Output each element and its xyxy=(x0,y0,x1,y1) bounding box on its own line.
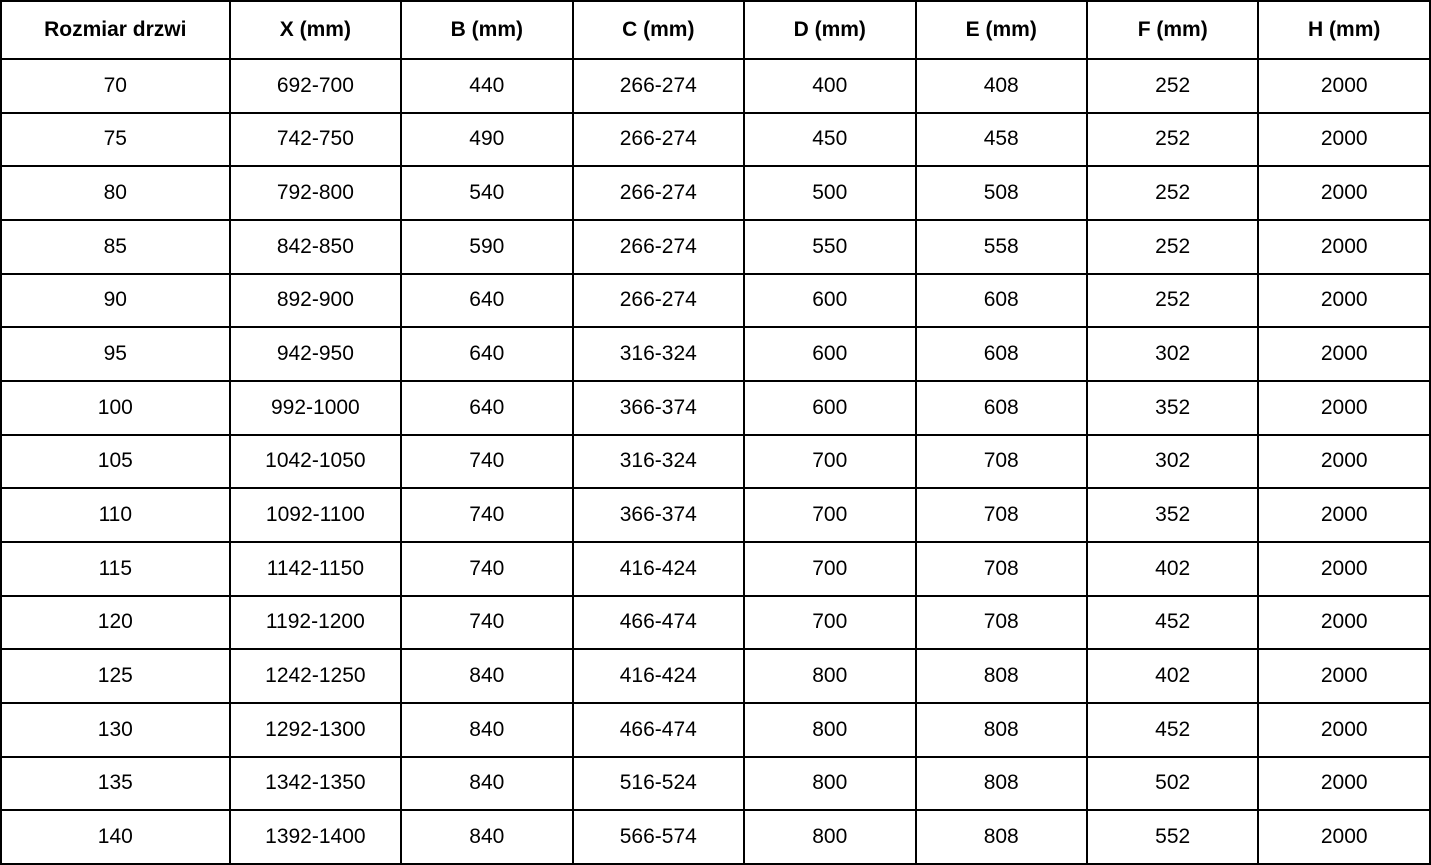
column-header: F (mm) xyxy=(1087,1,1258,59)
table-cell: 115 xyxy=(1,542,230,596)
table-cell: 740 xyxy=(401,435,572,489)
table-cell: 100 xyxy=(1,381,230,435)
table-row xyxy=(1,381,1430,435)
table-cell: 366-374 xyxy=(573,488,744,542)
table-cell: 600 xyxy=(744,327,915,381)
table-cell: 600 xyxy=(744,274,915,328)
table-cell: 2000 xyxy=(1258,488,1430,542)
table-row xyxy=(1,649,1430,703)
table-cell: 400 xyxy=(744,59,915,113)
table-cell: 2000 xyxy=(1258,220,1430,274)
table-cell: 550 xyxy=(744,220,915,274)
table-cell: 252 xyxy=(1087,113,1258,167)
table-cell: 740 xyxy=(401,542,572,596)
table-cell: 440 xyxy=(401,59,572,113)
table-cell: 558 xyxy=(916,220,1087,274)
table-cell: 808 xyxy=(916,757,1087,811)
table-cell: 130 xyxy=(1,703,230,757)
table-cell: 700 xyxy=(744,542,915,596)
table-cell: 135 xyxy=(1,757,230,811)
table-cell: 502 xyxy=(1087,757,1258,811)
table-cell: 316-324 xyxy=(573,327,744,381)
table-cell: 252 xyxy=(1087,166,1258,220)
table-cell: 1392-1400 xyxy=(230,810,401,864)
table-cell: 266-274 xyxy=(573,166,744,220)
table-cell: 402 xyxy=(1087,542,1258,596)
table-cell: 266-274 xyxy=(573,220,744,274)
table-cell: 640 xyxy=(401,274,572,328)
table-row xyxy=(1,542,1430,596)
table-cell: 105 xyxy=(1,435,230,489)
table-cell: 490 xyxy=(401,113,572,167)
table-cell: 408 xyxy=(916,59,1087,113)
table-cell: 2000 xyxy=(1258,703,1430,757)
table-cell: 808 xyxy=(916,810,1087,864)
table-cell: 840 xyxy=(401,757,572,811)
table-cell: 708 xyxy=(916,488,1087,542)
table-row xyxy=(1,596,1430,650)
table-cell: 692-700 xyxy=(230,59,401,113)
table-cell: 892-900 xyxy=(230,274,401,328)
table-row xyxy=(1,327,1430,381)
table-cell: 466-474 xyxy=(573,596,744,650)
table-cell: 840 xyxy=(401,810,572,864)
table-cell: 2000 xyxy=(1258,596,1430,650)
table-cell: 252 xyxy=(1087,220,1258,274)
table-cell: 2000 xyxy=(1258,435,1430,489)
table-cell: 992-1000 xyxy=(230,381,401,435)
table-cell: 90 xyxy=(1,274,230,328)
table-row xyxy=(1,757,1430,811)
table-cell: 700 xyxy=(744,435,915,489)
table-cell: 85 xyxy=(1,220,230,274)
table-header-row xyxy=(1,1,1430,59)
table-cell: 740 xyxy=(401,488,572,542)
table-cell: 120 xyxy=(1,596,230,650)
table-cell: 2000 xyxy=(1258,274,1430,328)
table-cell: 508 xyxy=(916,166,1087,220)
table-cell: 640 xyxy=(401,381,572,435)
table-cell: 140 xyxy=(1,810,230,864)
table-row xyxy=(1,703,1430,757)
table-cell: 2000 xyxy=(1258,649,1430,703)
table-cell: 2000 xyxy=(1258,327,1430,381)
column-header: X (mm) xyxy=(230,1,401,59)
table-cell: 800 xyxy=(744,757,915,811)
table-cell: 808 xyxy=(916,703,1087,757)
table-cell: 552 xyxy=(1087,810,1258,864)
table-cell: 266-274 xyxy=(573,274,744,328)
table-cell: 70 xyxy=(1,59,230,113)
table-cell: 740 xyxy=(401,596,572,650)
column-header: H (mm) xyxy=(1258,1,1430,59)
table-row xyxy=(1,435,1430,489)
table-cell: 2000 xyxy=(1258,810,1430,864)
table-cell: 1042-1050 xyxy=(230,435,401,489)
table-row xyxy=(1,274,1430,328)
table-cell: 466-474 xyxy=(573,703,744,757)
table-cell: 80 xyxy=(1,166,230,220)
table-cell: 540 xyxy=(401,166,572,220)
table-cell: 742-750 xyxy=(230,113,401,167)
table-cell: 266-274 xyxy=(573,59,744,113)
table-cell: 566-574 xyxy=(573,810,744,864)
table-cell: 95 xyxy=(1,327,230,381)
column-header: Rozmiar drzwi xyxy=(1,1,230,59)
table-cell: 352 xyxy=(1087,488,1258,542)
table-cell: 458 xyxy=(916,113,1087,167)
table-cell: 2000 xyxy=(1258,381,1430,435)
table-cell: 75 xyxy=(1,113,230,167)
table-cell: 125 xyxy=(1,649,230,703)
table-row xyxy=(1,488,1430,542)
table-cell: 800 xyxy=(744,810,915,864)
table-row xyxy=(1,220,1430,274)
table-cell: 808 xyxy=(916,649,1087,703)
table-cell: 792-800 xyxy=(230,166,401,220)
table-cell: 416-424 xyxy=(573,649,744,703)
table-cell: 800 xyxy=(744,649,915,703)
table-cell: 708 xyxy=(916,435,1087,489)
table-cell: 608 xyxy=(916,327,1087,381)
table-cell: 516-524 xyxy=(573,757,744,811)
table-cell: 942-950 xyxy=(230,327,401,381)
table-cell: 840 xyxy=(401,649,572,703)
table-cell: 452 xyxy=(1087,596,1258,650)
table-row xyxy=(1,59,1430,113)
table-cell: 800 xyxy=(744,703,915,757)
table-cell: 366-374 xyxy=(573,381,744,435)
table-row xyxy=(1,166,1430,220)
table-cell: 252 xyxy=(1087,59,1258,113)
table-cell: 1092-1100 xyxy=(230,488,401,542)
table-cell: 840 xyxy=(401,703,572,757)
table-row xyxy=(1,810,1430,864)
table-cell: 1242-1250 xyxy=(230,649,401,703)
table-cell: 402 xyxy=(1087,649,1258,703)
table-cell: 2000 xyxy=(1258,542,1430,596)
table-cell: 2000 xyxy=(1258,113,1430,167)
table-cell: 450 xyxy=(744,113,915,167)
table-cell: 1142-1150 xyxy=(230,542,401,596)
table-cell: 252 xyxy=(1087,274,1258,328)
table-cell: 452 xyxy=(1087,703,1258,757)
table-cell: 1292-1300 xyxy=(230,703,401,757)
table-cell: 600 xyxy=(744,381,915,435)
table-cell: 2000 xyxy=(1258,59,1430,113)
column-header: C (mm) xyxy=(573,1,744,59)
table-cell: 352 xyxy=(1087,381,1258,435)
table-cell: 2000 xyxy=(1258,757,1430,811)
table-cell: 416-424 xyxy=(573,542,744,596)
column-header: D (mm) xyxy=(744,1,915,59)
table-cell: 110 xyxy=(1,488,230,542)
table-row xyxy=(1,113,1430,167)
table-cell: 640 xyxy=(401,327,572,381)
table-cell: 708 xyxy=(916,542,1087,596)
table-cell: 302 xyxy=(1087,327,1258,381)
table-cell: 1192-1200 xyxy=(230,596,401,650)
table-cell: 500 xyxy=(744,166,915,220)
column-header: B (mm) xyxy=(401,1,572,59)
table-cell: 302 xyxy=(1087,435,1258,489)
table-cell: 2000 xyxy=(1258,166,1430,220)
table-cell: 1342-1350 xyxy=(230,757,401,811)
table-cell: 700 xyxy=(744,488,915,542)
column-header: E (mm) xyxy=(916,1,1087,59)
table-cell: 708 xyxy=(916,596,1087,650)
table-cell: 608 xyxy=(916,381,1087,435)
table-cell: 590 xyxy=(401,220,572,274)
table-cell: 266-274 xyxy=(573,113,744,167)
table-cell: 608 xyxy=(916,274,1087,328)
table-cell: 316-324 xyxy=(573,435,744,489)
table-cell: 700 xyxy=(744,596,915,650)
table-cell: 842-850 xyxy=(230,220,401,274)
